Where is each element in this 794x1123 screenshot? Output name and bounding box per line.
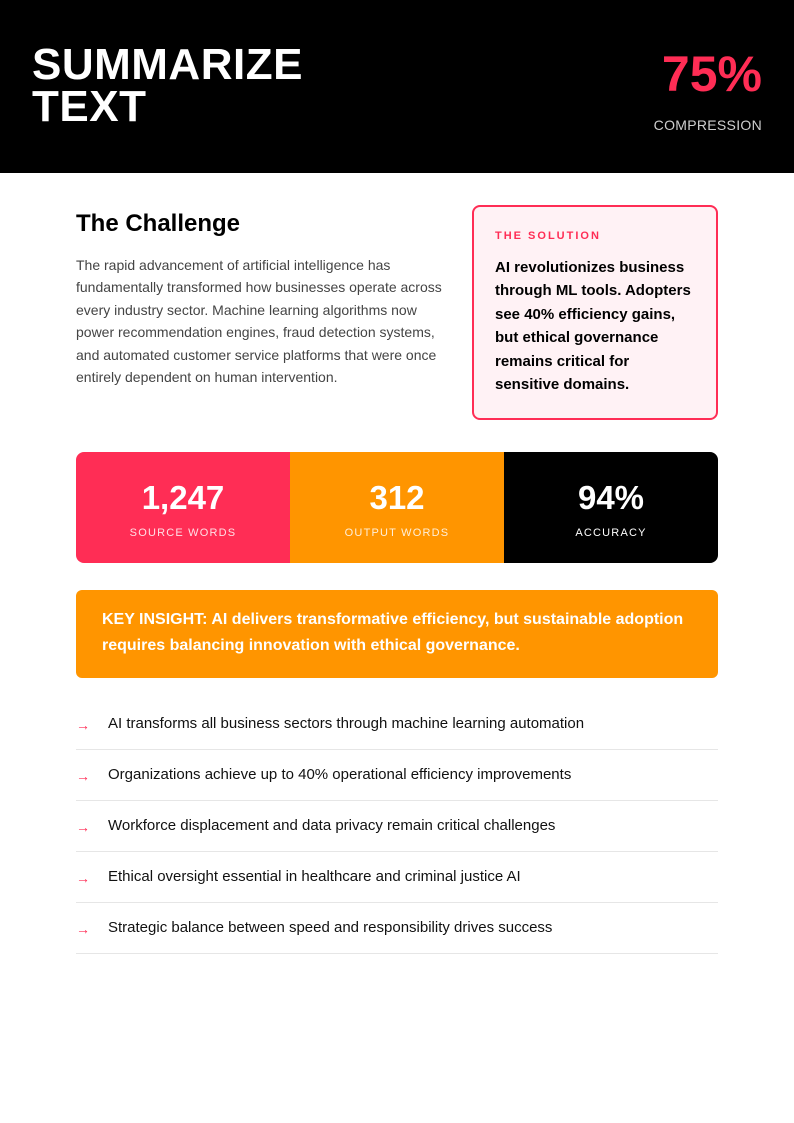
key-points-list (76, 699, 718, 954)
challenge-body: The rapid advancement of artificial intelligence has fundamentally transformed how businesses operate across every industry sector. Machine learning algorithms now power recommendation engines, fraud detection systems, and automated customer service platforms that were once entirely dependent on human intervention. (76, 257, 442, 386)
list-item-text: AI transforms all business sectors through machine learning automation (108, 715, 585, 732)
list-item-text: Strategic balance between speed and responsibility drives success (108, 919, 553, 936)
list-item (76, 699, 718, 750)
arrow-right-icon: → (76, 768, 90, 784)
stat-source-words (76, 452, 290, 563)
stat-accuracy (504, 452, 718, 563)
title-line-1: SUMMARIZE (32, 40, 303, 89)
stat-label: SOURCE WORDS (129, 527, 237, 539)
arrow-right-icon: → (76, 819, 90, 835)
list-item (76, 903, 718, 954)
solution-card (472, 205, 718, 420)
arrow-right-icon: → (76, 717, 90, 733)
page-title (32, 40, 392, 131)
stat-label: OUTPUT WORDS (344, 527, 450, 539)
list-item (76, 750, 718, 801)
challenge-section (76, 206, 448, 388)
arrow-right-icon: → (76, 921, 90, 937)
arrow-right-icon: → (76, 870, 90, 886)
header-bar (0, 0, 794, 173)
list-item (76, 852, 718, 903)
compression-value: 75% (661, 46, 762, 102)
list-item (76, 801, 718, 852)
compression-label: COMPRESSION (653, 117, 762, 133)
list-item-text: Organizations achieve up to 40% operational efficiency improvements (108, 766, 572, 783)
solution-label: THE SOLUTION (495, 230, 601, 242)
key-insight-banner: KEY INSIGHT: AI delivers transformative efficiency, but sustainable adoption requires balancing innovation with ethical governance. (76, 590, 718, 678)
title-line-2: TEXT (32, 82, 147, 131)
challenge-heading: The Challenge (76, 210, 241, 237)
stat-value: 1,247 (141, 479, 225, 516)
list-item-text: Ethical oversight essential in healthcare and criminal justice AI (108, 868, 521, 885)
stat-value: 94% (577, 479, 645, 516)
stat-label: ACCURACY (575, 527, 647, 539)
stats-row (76, 452, 718, 563)
stat-output-words (290, 452, 504, 563)
solution-text: AI revolutionizes business through ML tools. Adopters see 40% efficiency gains, but ethical governance remains critical for sensitive domains. (495, 259, 691, 394)
list-item-text: Workforce displacement and data privacy remain critical challenges (108, 817, 556, 834)
stat-value: 312 (369, 479, 425, 516)
